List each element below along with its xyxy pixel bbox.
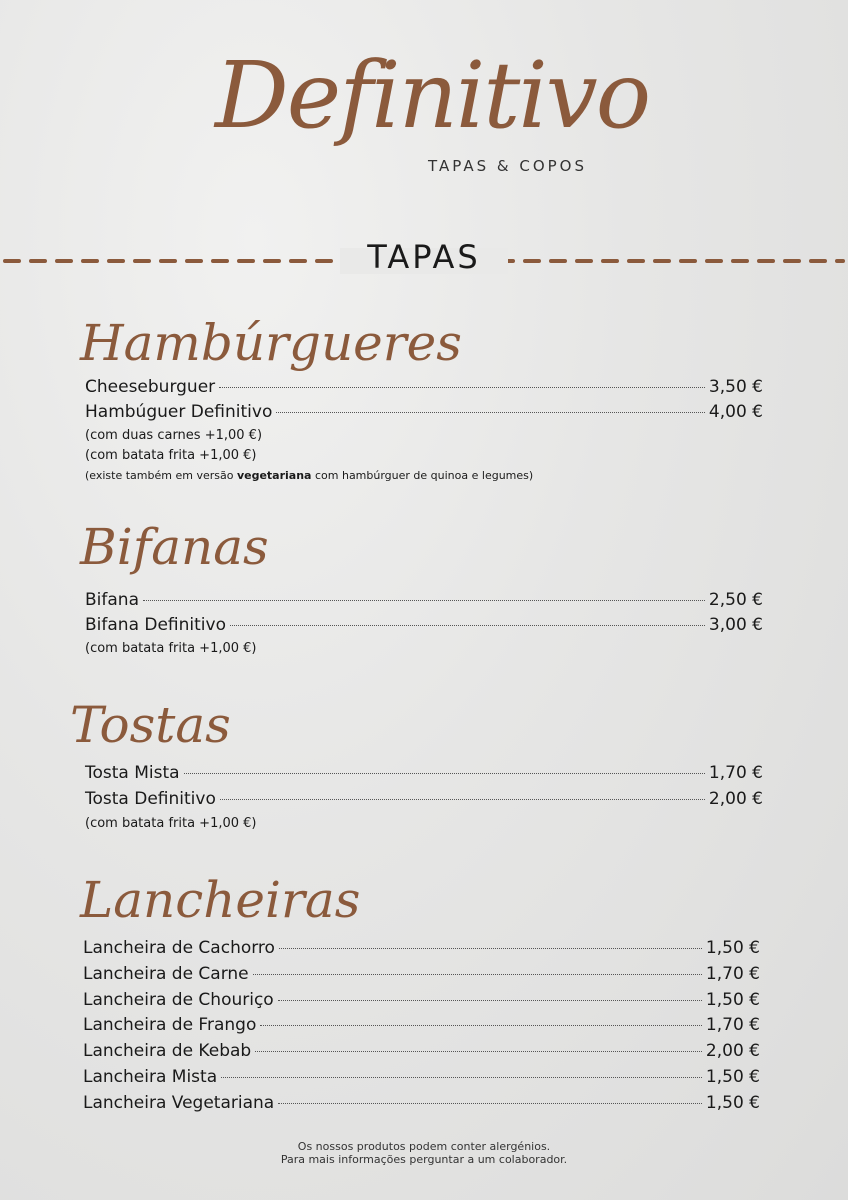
menu-item [83, 938, 760, 960]
item-price: 4,00 € [708, 402, 763, 422]
item-price: 2,00 € [705, 1041, 760, 1061]
menu-item [83, 1041, 760, 1063]
item-price: 1,50 € [705, 1067, 760, 1087]
dot-leader [221, 1077, 702, 1078]
dot-leader [219, 387, 705, 388]
item-name: Tosta Mista [85, 763, 180, 783]
dot-leader [278, 1000, 702, 1001]
vegetarian-note: (existe também em versão vegetariana com hambúrguer de quinoa e legumes) [85, 469, 534, 482]
item-price: 1,50 € [705, 938, 760, 958]
item-name: Cheeseburguer [85, 377, 216, 397]
logo-name: Definitivo [215, 42, 650, 149]
footer-line: Para mais informações perguntar a um colaborador. [280, 1153, 568, 1166]
dot-leader [184, 773, 705, 774]
menu-item [85, 789, 763, 811]
item-price: 3,50 € [708, 377, 763, 397]
menu-item [83, 964, 760, 986]
menu-item [83, 1093, 760, 1115]
item-note: (com batata frita +1,00 €) [85, 816, 257, 831]
dot-leader [279, 948, 702, 949]
item-name: Tosta Definitivo [85, 789, 216, 809]
item-price: 2,00 € [708, 789, 763, 809]
menu-item [85, 615, 763, 637]
dot-leader [230, 625, 705, 626]
menu-item [83, 1067, 760, 1089]
item-price: 1,50 € [705, 990, 760, 1010]
item-note: (com duas carnes +1,00 €) [85, 428, 263, 443]
dot-leader [220, 799, 705, 800]
item-note: (com batata frita +1,00 €) [85, 641, 257, 656]
dot-leader [255, 1051, 702, 1052]
item-note: (com batata frita +1,00 €) [85, 448, 257, 463]
item-name: Lancheira Vegetariana [83, 1093, 275, 1113]
dot-leader [253, 974, 702, 975]
item-name: Lancheira de Kebab [83, 1041, 252, 1061]
dot-leader [276, 412, 705, 413]
page-title: TAPAS [367, 238, 481, 276]
menu-item [85, 763, 763, 785]
dot-leader [278, 1103, 702, 1104]
logo [215, 40, 650, 210]
dot-leader [143, 600, 705, 601]
section-title-tostas: Tostas [70, 696, 231, 754]
item-price: 3,00 € [708, 615, 763, 635]
allergen-footer [0, 1140, 848, 1166]
item-price: 1,50 € [705, 1093, 760, 1113]
logo-tagline: TAPAS & COPOS [428, 157, 588, 175]
menu-item [85, 377, 763, 399]
dot-leader [260, 1025, 702, 1026]
item-name: Lancheira de Carne [83, 964, 249, 984]
item-price: 1,70 € [705, 1015, 760, 1035]
section-title-lancheiras: Lancheiras [80, 871, 361, 929]
item-name: Lancheira de Chouriço [83, 990, 274, 1010]
item-price: 1,70 € [708, 763, 763, 783]
menu-item [83, 1015, 760, 1037]
item-price: 1,70 € [705, 964, 760, 984]
item-name: Lancheira de Cachorro [83, 938, 275, 958]
section-title-hamburgueres: Hambúrgueres [80, 314, 462, 372]
item-name: Lancheira de Frango [83, 1015, 257, 1035]
item-name: Bifana Definitivo [85, 615, 226, 635]
item-price: 2,50 € [708, 590, 763, 610]
item-name: Hambúguer Definitivo [85, 402, 273, 422]
section-title-bifanas: Bifanas [80, 518, 269, 576]
menu-item [85, 590, 763, 612]
item-name: Lancheira Mista [83, 1067, 218, 1087]
footer-line: Os nossos produtos podem conter alergénios. [297, 1140, 551, 1153]
menu-item [83, 990, 760, 1012]
item-name: Bifana [85, 590, 139, 610]
menu-item [85, 402, 763, 424]
